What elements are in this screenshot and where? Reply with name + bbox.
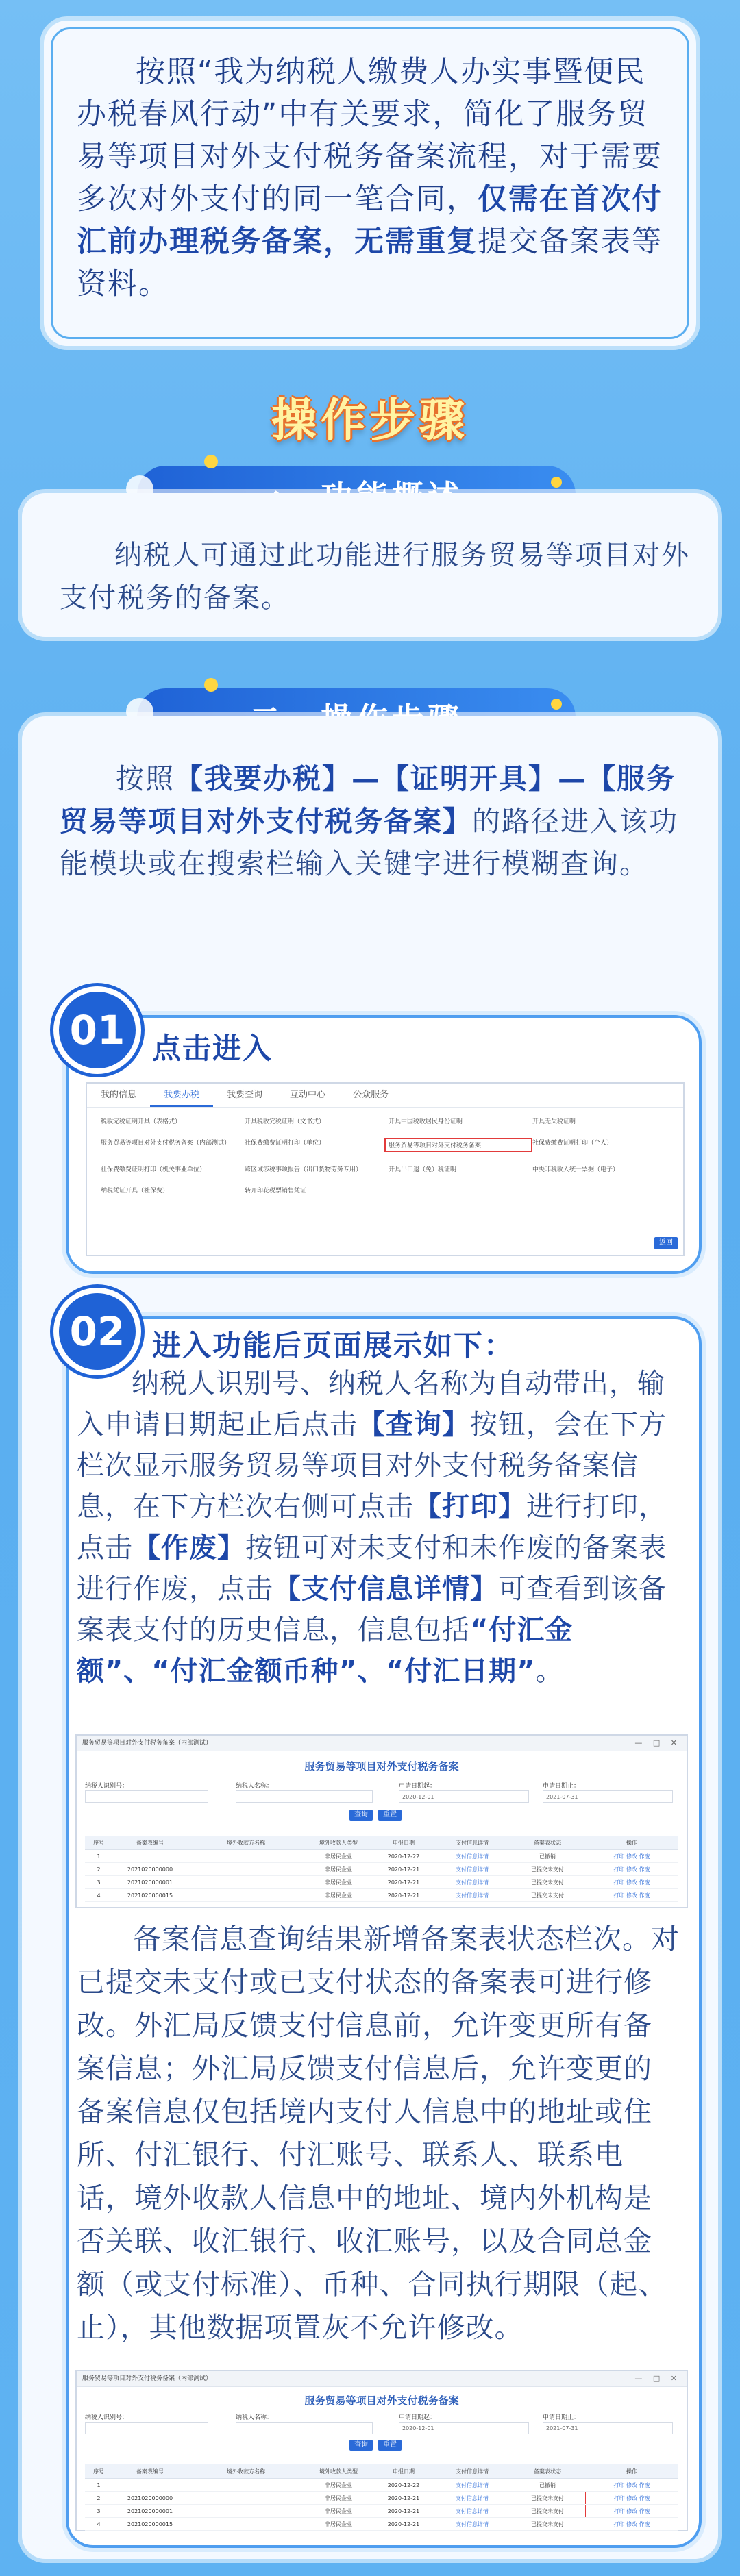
- section2-text: [60, 758, 690, 885]
- cell: 非居民企业: [304, 1876, 373, 1889]
- label-taxpayer-id: 纳税人识别号：: [85, 2414, 129, 2421]
- cell: [188, 1863, 304, 1876]
- result-table: [85, 1836, 678, 1902]
- row-actions[interactable]: 打印 修改 作废: [585, 2505, 678, 2518]
- table-header: 备案表编号: [112, 2464, 188, 2479]
- step2-text: 纳税人识别号、纳税人名称为自动带出，输入申请日期起止后点击: [77, 1368, 665, 1440]
- step2-query-label: 【查询】: [358, 1409, 470, 1440]
- payment-detail-link[interactable]: 支付信息详情: [434, 1876, 510, 1889]
- date-from-field[interactable]: 2020-12-01: [399, 1790, 529, 1803]
- step1-title: 点击进入: [152, 1031, 273, 1065]
- table-header: 申报日期: [373, 1836, 434, 1850]
- payment-detail-link[interactable]: 支付信息详情: [434, 1850, 510, 1863]
- table-row: [85, 2505, 678, 2518]
- table-header: 操作: [585, 1836, 678, 1850]
- cell: 3: [85, 2505, 112, 2518]
- row-actions[interactable]: 打印 修改 作废: [585, 1876, 678, 1889]
- step1-number: 01: [53, 986, 141, 1074]
- cell: 2021020000001: [112, 2505, 188, 2518]
- reset-button[interactable]: 重置: [378, 2440, 402, 2451]
- step2-screenshot-b: [75, 2370, 688, 2531]
- cell: 2020-12-21: [373, 1876, 434, 1889]
- row-actions[interactable]: 打印 修改 作废: [585, 2518, 678, 2531]
- window-controls-icon[interactable]: — □ ✕: [634, 1738, 681, 1747]
- step2-paragraph-2: 备案信息查询结果新增备案表状态栏次。对已提交未支付或已支付状态的备案表可进行修改。外汇局反馈支付信息前，允许变更所有备案信息；外汇局反馈支付信息后，允许变更的备案信息仅包括境内支付人信息中的地址或住所、付汇银行、付汇账号、联系人、联系电话，境外收款人信息中的地址、境内外机构是否关联、收汇银行、收汇账号，以及合同总金额（或支付标准）、币种、合同执行期限（起、止），其他数据项置灰不允许修改。: [77, 1923, 680, 2344]
- taxpayer-name-field[interactable]: [236, 1790, 373, 1803]
- table-row: [85, 2492, 678, 2505]
- table-header: 境外收款人类型: [304, 2464, 373, 2479]
- menu-item[interactable]: 纳税凭证开具（社保费）: [101, 1188, 169, 1195]
- window-title: 服务贸易等项目对外支付税务备案（内部测试）: [77, 2371, 687, 2387]
- menu-item-highlighted[interactable]: 服务贸易等项目对外支付税务备案: [384, 1138, 532, 1152]
- window-title: 服务贸易等项目对外支付税务备案（内部测试）: [77, 1736, 687, 1751]
- step2-text: 可查看到该备案表支付的历史信息，信息包括: [77, 1573, 667, 1646]
- menu-item[interactable]: 开具中国税收居民身份证明: [388, 1118, 463, 1125]
- status-cell-highlighted: 已提交未支付: [510, 2492, 585, 2505]
- cell: [188, 1876, 304, 1889]
- result-table: [85, 2464, 678, 2531]
- form-title: 服务贸易等项目对外支付税务备案: [304, 2394, 459, 2407]
- taxpayer-id-field[interactable]: [85, 2422, 208, 2434]
- cell: 非居民企业: [304, 1889, 373, 1902]
- step2-screenshot-a: [75, 1734, 688, 1908]
- step1-screenshot: [86, 1082, 684, 1256]
- return-button[interactable]: 返回: [654, 1237, 678, 1249]
- step2-text: 按钮可对未支付和未作废的备案表进行作废，点击: [77, 1532, 667, 1605]
- table-row: [85, 1876, 678, 1889]
- tab-query[interactable]: 我要查询: [227, 1090, 263, 1100]
- status-cell: 已撤销: [510, 2479, 585, 2492]
- cell: 2020-12-21: [373, 2505, 434, 2518]
- table-header: 支付信息详情: [434, 1836, 510, 1850]
- section2-pill-dot: [551, 699, 562, 710]
- payment-detail-link[interactable]: 支付信息详情: [434, 2518, 510, 2531]
- table-row: [85, 2518, 678, 2531]
- cell: 2020-12-22: [373, 1850, 434, 1863]
- table-row: [85, 1850, 678, 1863]
- table-header: 备案表编号: [112, 1836, 188, 1850]
- taxpayer-name-field[interactable]: [236, 2422, 373, 2434]
- payment-detail-link[interactable]: 支付信息详情: [434, 1889, 510, 1902]
- reset-button[interactable]: 重置: [378, 1810, 402, 1821]
- cell: 2020-12-21: [373, 1863, 434, 1876]
- cell: 4: [85, 1889, 112, 1902]
- intro-part2: 提交备案表等资料。: [77, 225, 663, 301]
- table-header: 备案表状态: [510, 1836, 585, 1850]
- cell: 4: [85, 2518, 112, 2531]
- table-row: [85, 1863, 678, 1876]
- table-header: 境外收款方名称: [188, 2464, 304, 2479]
- step2-text: 按钮，会在下方栏次显示服务贸易等项目对外支付税务备案信息，在下方栏次右侧可点击: [77, 1409, 667, 1523]
- section2-text-a: 按照: [116, 762, 175, 795]
- tab-interaction[interactable]: 互动中心: [290, 1090, 326, 1100]
- label-taxpayer-name: 纳税人名称：: [236, 1783, 273, 1790]
- table-header: 序号: [85, 2464, 112, 2479]
- table-header-row: [85, 2464, 678, 2479]
- cell: 非居民企业: [304, 2492, 373, 2505]
- cell: 已提交未支付: [510, 1863, 585, 1876]
- label-taxpayer-id: 纳税人识别号：: [85, 1783, 129, 1790]
- form-title: 服务贸易等项目对外支付税务备案: [304, 1760, 459, 1773]
- cell: 2: [85, 2492, 112, 2505]
- cell: 2021020000000: [112, 2492, 188, 2505]
- cell: 3: [85, 1876, 112, 1889]
- row-actions[interactable]: 打印 修改 作废: [585, 2479, 678, 2492]
- section2-text-c: 的路径进入该功能模块或在搜索栏输入关键字进行模糊查询。: [60, 805, 678, 880]
- menu-item[interactable]: 社保费缴费证明打印（单位）: [245, 1140, 325, 1147]
- cell: [188, 2505, 304, 2518]
- step2-fields-label: “付汇金额”、“付汇金额币种”、“付汇日期”: [77, 1614, 574, 1687]
- row-actions[interactable]: 打印 修改 作废: [585, 1889, 678, 1902]
- table-row: [85, 1889, 678, 1902]
- menu-item[interactable]: 社保费缴费证明打印（机关事业单位）: [101, 1166, 206, 1173]
- step2-payment-detail-label: 【支付信息详情】: [273, 1573, 498, 1605]
- section1-text-line: 纳税人可通过此功能进行服务贸易等项目对外支付税务的备案。: [60, 540, 690, 614]
- section1-card: [22, 493, 718, 637]
- payment-detail-link[interactable]: 支付信息详情: [434, 1863, 510, 1876]
- cell: 2021020000001: [112, 1876, 188, 1889]
- label-taxpayer-name: 纳税人名称：: [236, 2414, 273, 2421]
- date-to-field[interactable]: 2021-07-31: [543, 1790, 673, 1803]
- table-header: 序号: [85, 1836, 112, 1850]
- cell: 2021020000015: [112, 1889, 188, 1902]
- step2-title: 进入功能后页面展示如下：: [152, 1329, 515, 1362]
- cell: 非居民企业: [304, 2479, 373, 2492]
- section1-text: [60, 534, 690, 619]
- label-date-from: 申请日期起：: [399, 1783, 436, 1790]
- label-date-to: 申请日期止：: [543, 1783, 580, 1790]
- tab-my-info[interactable]: 我的信息: [101, 1090, 137, 1100]
- step1-tabs: [87, 1084, 683, 1108]
- cell: 已撤销: [510, 1850, 585, 1863]
- date-to-field[interactable]: 2021-07-31: [543, 2422, 673, 2434]
- menu-item[interactable]: 转开印花税票销售凭证: [245, 1188, 307, 1195]
- cell: [112, 2479, 188, 2492]
- table-row: [85, 2479, 678, 2492]
- intro-card: [44, 21, 696, 346]
- table-header: 境外收款人类型: [304, 1836, 373, 1850]
- table-header: 支付信息详情: [434, 2464, 510, 2479]
- cell: 2020-12-22: [373, 2479, 434, 2492]
- table-header: 境外收款方名称: [188, 1836, 304, 1850]
- cell: [188, 2492, 304, 2505]
- cell: [188, 1850, 304, 1863]
- table-header: 操作: [585, 2464, 678, 2479]
- table-header-row: [85, 1836, 678, 1850]
- intro-part1: 按照“我为纳税人缴费人办实事暨便民办税春风行动”中有关要求，简化了服务贸易等项目对外支付税务备案流程，对于需要多次对外支付的同一笔合同，: [77, 55, 663, 216]
- cell: 非居民企业: [304, 1863, 373, 1876]
- menu-item[interactable]: 跨区域涉税事项报告（出口货物劳务专用）: [245, 1166, 362, 1173]
- section1-pill-dot: [204, 455, 218, 468]
- cell: 2021020000000: [112, 1863, 188, 1876]
- cell: 已提交未支付: [510, 1889, 585, 1902]
- label-date-from: 申请日期起：: [399, 2414, 436, 2421]
- cell: 2020-12-21: [373, 1889, 434, 1902]
- tab-tax-handling[interactable]: 我要办税: [150, 1084, 213, 1107]
- cell: [112, 1850, 188, 1863]
- cell: 1: [85, 1850, 112, 1863]
- window-controls-icon[interactable]: — □ ✕: [634, 2374, 681, 2383]
- intro-text: [77, 51, 666, 305]
- payment-detail-link[interactable]: 支付信息详情: [434, 2479, 510, 2492]
- payment-detail-link[interactable]: 支付信息详情: [434, 2492, 510, 2505]
- step2-text: 进行打印，点击: [77, 1491, 667, 1564]
- section2-pill-dot: [204, 678, 218, 692]
- cell: 非居民企业: [304, 2518, 373, 2531]
- section-title: 操作步骤: [271, 394, 469, 447]
- intro-bold: 仅需在首次付汇前办理税务备案，无需重复: [77, 182, 663, 259]
- cell: 非居民企业: [304, 1850, 373, 1863]
- step2-description: [77, 1363, 680, 1692]
- query-button[interactable]: 查询: [349, 2440, 373, 2451]
- label-date-to: 申请日期止：: [543, 2414, 580, 2421]
- section1-pill-dot: [551, 477, 562, 488]
- step2-print-label: 【打印】: [414, 1491, 526, 1523]
- step2-void-label: 【作废】: [133, 1532, 245, 1564]
- cell: 已提交未支付: [510, 1876, 585, 1889]
- menu-item[interactable]: 开具无欠税证明: [532, 1118, 576, 1125]
- cell: [188, 2518, 304, 2531]
- section2-path: 【我要办税】—【证明开具】—【服务贸易等项目对外支付税务备案】: [60, 762, 676, 838]
- cell: [188, 1889, 304, 1902]
- step2-status-description: [77, 1918, 680, 2349]
- menu-item[interactable]: 服务贸易等项目对外支付税务备案（内部测试）: [101, 1140, 231, 1147]
- status-cell-highlighted: 已提交未支付: [510, 2505, 585, 2518]
- query-button[interactable]: 查询: [349, 1810, 373, 1821]
- menu-item[interactable]: 社保费缴费证明打印（个人）: [532, 1140, 613, 1147]
- cell: 2: [85, 1863, 112, 1876]
- taxpayer-id-field[interactable]: [85, 1790, 208, 1803]
- table-header: 申报日期: [373, 2464, 434, 2479]
- tab-public-service[interactable]: 公众服务: [353, 1090, 389, 1100]
- menu-item[interactable]: 开具出口退（免）税证明: [388, 1166, 457, 1173]
- step2-number: 02: [53, 1288, 141, 1375]
- cell: 2020-12-21: [373, 2492, 434, 2505]
- row-actions[interactable]: 打印 修改 作废: [585, 1863, 678, 1876]
- menu-item[interactable]: 开具税收完税证明（文书式）: [245, 1118, 325, 1125]
- cell: 非居民企业: [304, 2505, 373, 2518]
- step1-menu-grid: [101, 1116, 676, 1195]
- cell: 2020-12-21: [373, 2518, 434, 2531]
- step2-text: 。: [535, 1655, 564, 1687]
- payment-detail-link[interactable]: 支付信息详情: [434, 2505, 510, 2518]
- row-actions[interactable]: 打印 修改 作废: [585, 1850, 678, 1863]
- table-header: 备案表状态: [510, 2464, 585, 2479]
- date-from-field[interactable]: 2020-12-01: [399, 2422, 529, 2434]
- menu-item[interactable]: 中央非税收入统一票据（电子）: [532, 1166, 619, 1173]
- cell: 1: [85, 2479, 112, 2492]
- status-cell: 已提交未支付: [510, 2518, 585, 2531]
- cell: 2021020000015: [112, 2518, 188, 2531]
- row-actions[interactable]: 打印 修改 作废: [585, 2492, 678, 2505]
- menu-item[interactable]: 税收完税证明开具（表格式）: [101, 1118, 182, 1125]
- cell: [188, 2479, 304, 2492]
